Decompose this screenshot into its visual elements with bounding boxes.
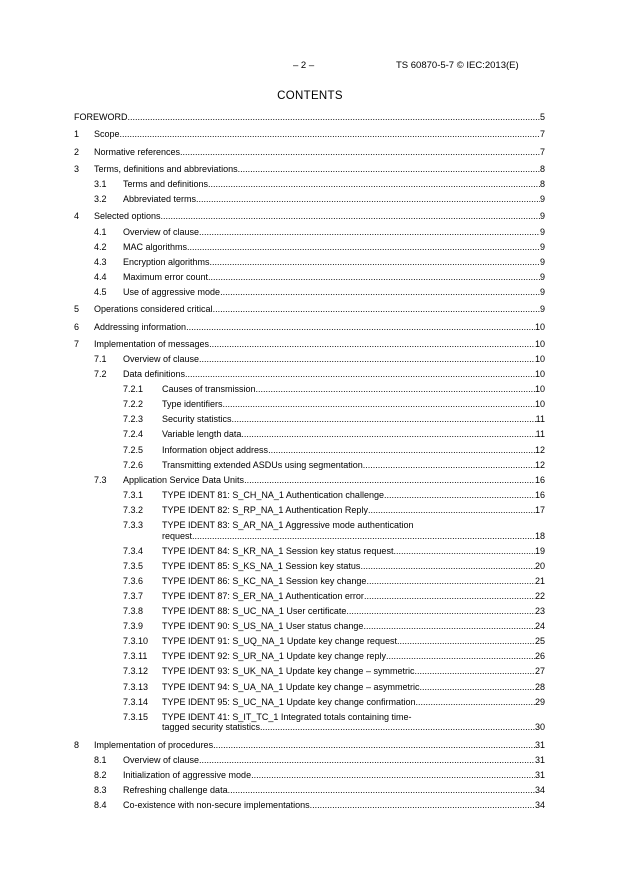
toc-entry-number: 7.3.8 <box>123 606 144 616</box>
toc-entry-title: TYPE IDENT 91: S_UQ_NA_1 Update key change request <box>162 636 397 647</box>
dot-leader <box>251 770 535 781</box>
toc-entry-page: 10 <box>534 321 545 332</box>
toc-entry-page: 34 <box>534 799 545 810</box>
toc-entry-number: 4.2 <box>94 241 107 252</box>
toc-entry-page: 10 <box>534 399 545 410</box>
toc-entry-number: 4 <box>74 211 80 222</box>
dot-leader <box>199 227 540 238</box>
toc-entry-page: 7 <box>539 129 545 140</box>
dot-leader <box>213 304 540 315</box>
dot-leader <box>363 621 535 632</box>
dot-leader <box>187 242 540 253</box>
toc-entry-title: request <box>162 530 193 541</box>
toc-entry-page: 12 <box>534 459 545 470</box>
toc-entry-number: 7.3.3 <box>123 520 144 530</box>
toc-entry-title: TYPE IDENT 88: S_UC_NA_1 User certificate <box>162 606 347 616</box>
toc-entry-title: Terms, definitions and abbreviations <box>94 163 238 174</box>
dot-leader <box>120 129 540 140</box>
toc-entry-number: 7.1 <box>94 353 107 364</box>
dot-leader <box>185 369 535 380</box>
toc-entry-number: 6 <box>74 321 80 332</box>
toc-entry-page: 24 <box>534 621 545 632</box>
toc-entry-title: Variable length data <box>162 429 242 440</box>
dot-leader <box>210 257 540 268</box>
dot-leader <box>268 445 535 456</box>
dot-leader <box>260 722 535 733</box>
toc-entry-title: TYPE IDENT 90: S_US_NA_1 User status change <box>162 621 364 632</box>
toc-entry-page: 11 <box>535 429 545 440</box>
toc-entry-number: 4.4 <box>94 271 107 282</box>
dot-leader <box>192 531 535 542</box>
dot-leader <box>199 354 535 365</box>
toc-entry-title: Overview of clause <box>123 754 200 765</box>
toc-entry-title: Data definitions <box>123 369 186 379</box>
dot-leader <box>213 740 535 751</box>
toc-entry-title: Abbreviated terms <box>123 194 197 205</box>
contents-title: CONTENTS <box>277 90 343 102</box>
document-reference: TS 60870-5-7 © IEC:2013(E) <box>396 60 519 71</box>
toc-entry-page: 10 <box>534 338 545 349</box>
toc-entry-page: 16 <box>534 489 545 500</box>
dot-leader <box>223 399 535 410</box>
toc-entry-page: 9 <box>539 286 545 297</box>
toc-entry-title: Operations considered critical <box>94 304 213 315</box>
toc-entry-title: Security statistics <box>162 414 232 425</box>
toc-entry-number: 4.3 <box>94 256 107 267</box>
dot-leader <box>419 682 535 693</box>
toc-entry-page: 18 <box>534 530 545 541</box>
toc-entry-title: Information object address <box>162 444 269 455</box>
dot-leader <box>209 339 535 350</box>
toc-entry-page: 9 <box>539 194 545 205</box>
dot-leader <box>393 546 535 557</box>
toc-entry-number: 7.3.6 <box>123 575 144 586</box>
dot-leader <box>208 179 540 190</box>
toc-entry-title: tagged security statistics <box>162 722 261 733</box>
toc-entry-number: 7.2.1 <box>123 384 144 395</box>
toc-entry-page: 12 <box>534 444 545 455</box>
toc-entry-title: Application Service Data Units <box>123 474 245 485</box>
toc-entry-number: 8.4 <box>94 799 107 810</box>
toc-entry-title: Implementation of messages <box>94 338 210 349</box>
dot-leader <box>180 147 540 158</box>
dot-leader <box>368 505 535 516</box>
dot-leader <box>256 384 535 395</box>
toc-entry-number: 7.3.12 <box>123 666 149 677</box>
toc-entry-page: 22 <box>534 590 545 601</box>
toc-entry-page: 26 <box>534 651 545 662</box>
dot-leader <box>384 490 535 501</box>
dot-leader <box>346 606 535 617</box>
toc-entry-title: Co-existence with non-secure implementations <box>123 799 310 810</box>
toc-entry-number: 7.3.5 <box>123 560 144 571</box>
toc-entry-title: TYPE IDENT 92: S_UR_NA_1 Update key change reply <box>162 651 386 662</box>
toc-entry-page: 10 <box>534 384 545 395</box>
toc-entry-page: 9 <box>539 226 545 237</box>
toc-entry-number: 8.1 <box>94 754 107 765</box>
toc-entry-number: 5 <box>74 304 80 315</box>
toc-entry-number: 4.1 <box>94 226 107 237</box>
dot-leader <box>196 194 540 205</box>
toc-entry-title: Encryption algorithms <box>123 256 210 267</box>
toc-entry-title: Implementation of procedures <box>94 739 214 750</box>
toc-entry-page: 9 <box>539 211 545 222</box>
toc-entry-page: 16 <box>534 474 545 485</box>
toc-entry-page: 7 <box>539 146 545 157</box>
toc-entry-title: Transmitting extended ASDUs using segmentation <box>162 459 363 470</box>
dot-leader <box>220 287 540 298</box>
dot-leader <box>366 576 535 587</box>
toc-entry-title: FOREWORD <box>74 112 128 122</box>
toc-entry-page: 31 <box>534 754 545 765</box>
dot-leader <box>244 475 535 486</box>
dot-leader <box>414 666 535 677</box>
toc-entry-number: 7 <box>74 338 80 349</box>
toc-entry-title: MAC algorithms <box>123 241 188 252</box>
dot-leader <box>186 322 535 333</box>
toc-entry-page: 11 <box>535 414 545 425</box>
toc-entry-number: 7.3.1 <box>123 489 144 500</box>
toc-entry-title: TYPE IDENT 93: S_UK_NA_1 Update key change – symmetric <box>162 666 415 677</box>
dot-leader <box>363 460 535 471</box>
toc-entry-number: 8.2 <box>94 769 107 780</box>
toc-entry-number: 7.3 <box>94 474 107 485</box>
toc-entry-title: TYPE IDENT 95: S_UC_NA_1 Update key change confirmation <box>162 696 416 707</box>
dot-leader <box>397 636 535 647</box>
toc-entry-page: 28 <box>534 681 545 692</box>
toc-entry-title-line: TYPE IDENT 83: S_AR_NA_1 Aggressive mode authentication <box>162 520 414 530</box>
toc-entry-number: 8 <box>74 739 80 750</box>
toc-entry-page: 19 <box>534 545 545 556</box>
toc-entry-page: 34 <box>534 784 545 795</box>
toc-entry-page: 10 <box>534 369 545 379</box>
toc-entry-number: 7.3.10 <box>123 636 149 647</box>
toc-entry-page: 30 <box>534 722 545 733</box>
toc-entry-number: 7.3.7 <box>123 590 144 601</box>
dot-leader <box>232 414 536 425</box>
toc-entry-number: 7.3.2 <box>123 504 144 515</box>
toc-entry-title: Maximum error count <box>123 271 209 282</box>
toc-entry-number: 1 <box>74 129 80 140</box>
toc-entry-page: 10 <box>534 353 545 364</box>
toc-entry-number: 7.2.2 <box>123 399 144 410</box>
toc-entry-title: Scope <box>94 129 120 140</box>
toc-entry-page: 17 <box>534 504 545 515</box>
toc-entry-title: TYPE IDENT 84: S_KR_NA_1 Session key status request <box>162 545 394 556</box>
toc-entry-number: 7.2 <box>94 369 107 379</box>
toc-entry-number: 4.5 <box>94 286 107 297</box>
toc-entry-page: 20 <box>534 560 545 571</box>
toc-entry-number: 3.1 <box>94 179 107 189</box>
toc-entry-title: Initialization of aggressive mode <box>123 769 252 780</box>
toc-entry-number: 2 <box>74 146 80 157</box>
toc-entry-title: Overview of clause <box>123 226 200 237</box>
dot-leader <box>415 697 535 708</box>
dot-leader <box>199 755 535 766</box>
toc-entry-title: Causes of transmission <box>162 384 256 395</box>
toc-entry-number: 7.3.15 <box>123 711 149 722</box>
toc-entry-number: 7.3.9 <box>123 621 144 632</box>
dot-leader <box>241 429 535 440</box>
toc-entry-title: Type identifiers <box>162 399 223 410</box>
dot-leader <box>208 272 540 283</box>
toc-entry-title: TYPE IDENT 87: S_ER_NA_1 Authentication error <box>162 590 364 601</box>
toc-entry-number: 7.3.13 <box>123 681 149 692</box>
toc-entry-page: 9 <box>539 271 545 282</box>
dot-leader <box>238 164 540 175</box>
toc-entry-number: 3.2 <box>94 194 107 205</box>
toc-entry-number: 3 <box>74 163 80 174</box>
toc-entry-title: Use of aggressive mode <box>123 286 221 297</box>
toc-entry-page: 23 <box>534 606 545 616</box>
toc-entry-page: 27 <box>534 666 545 677</box>
toc-entry-title: Addressing information <box>94 321 187 332</box>
toc-entry-number: 7.3.14 <box>123 696 149 707</box>
toc-entry-title: TYPE IDENT 86: S_KC_NA_1 Session key change <box>162 575 367 586</box>
toc-entry-title: Terms and definitions <box>123 179 209 189</box>
page-number: – 2 – <box>293 60 315 71</box>
toc-entry-page: 31 <box>534 739 545 750</box>
toc-entry-page: 8 <box>539 179 545 189</box>
dot-leader <box>310 800 535 811</box>
dot-leader <box>360 561 535 572</box>
dot-leader <box>364 591 535 602</box>
dot-leader <box>128 112 540 123</box>
toc-entry-number: 7.2.4 <box>123 429 144 440</box>
toc-entry-number: 7.2.5 <box>123 444 144 455</box>
toc-entry-number: 7.3.11 <box>123 651 148 662</box>
dot-leader <box>228 785 535 796</box>
toc-entry-page: 5 <box>539 112 545 122</box>
toc-entry-number: 7.3.4 <box>123 545 144 556</box>
toc-entry-page: 29 <box>534 696 545 707</box>
toc-entry-page: 9 <box>539 256 545 267</box>
toc-entry-page: 8 <box>539 163 545 174</box>
toc-entry-title: Refreshing challenge data <box>123 784 228 795</box>
toc-entry-page: 31 <box>534 769 545 780</box>
toc-entry-page: 21 <box>534 575 545 586</box>
toc-entry-title: TYPE IDENT 94: S_UA_NA_1 Update key change – asymmetric <box>162 681 420 692</box>
dot-leader <box>386 651 535 662</box>
toc-entry-page: 9 <box>539 304 545 315</box>
toc-entry-title: Overview of clause <box>123 353 200 364</box>
toc-entry-page: 25 <box>534 636 545 647</box>
dot-leader <box>161 211 540 222</box>
toc-entry-title: Normative references <box>94 146 181 157</box>
toc-entry-number: 8.3 <box>94 784 107 795</box>
toc-entry-number: 7.2.3 <box>123 414 144 425</box>
toc-entry-title: TYPE IDENT 81: S_CH_NA_1 Authentication challenge <box>162 489 384 500</box>
toc-entry-title: TYPE IDENT 85: S_KS_NA_1 Session key status <box>162 560 361 571</box>
toc-entry-page: 9 <box>539 241 545 252</box>
toc-entry-number: 7.2.6 <box>123 459 144 470</box>
toc-entry-title: Selected options <box>94 211 161 222</box>
toc-entry-title: TYPE IDENT 82: S_RP_NA_1 Authentication Reply <box>162 504 368 515</box>
toc-entry-title-line: TYPE IDENT 41: S_IT_TC_1 Integrated totals containing time- <box>162 711 412 722</box>
